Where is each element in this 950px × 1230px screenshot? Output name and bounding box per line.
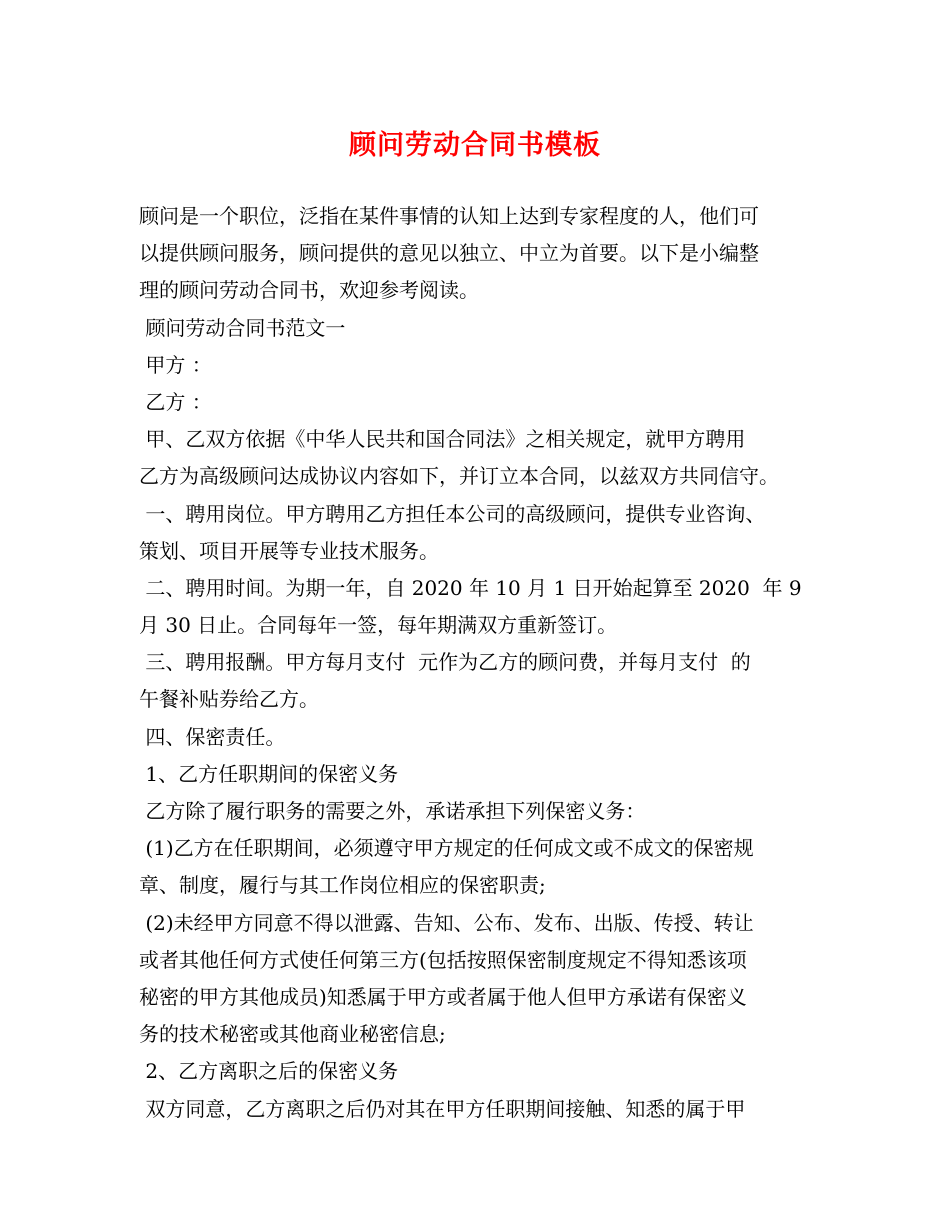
clause-line: 一、聘用岗位。甲方聘用乙方担任本公司的高级顾问，提供专业咨询、 bbox=[139, 501, 766, 526]
document-title: 顾问劳动合同书模板 bbox=[349, 130, 601, 161]
paragraph-line: 章、制度，履行与其工作岗位相应的保密职责; bbox=[139, 873, 546, 898]
paragraph-line: 以提供顾问服务，顾问提供的意见以独立、中立为首要。以下是小编整 bbox=[139, 241, 759, 266]
paragraph-line: 理的顾问劳动合同书，欢迎参考阅读。 bbox=[139, 278, 479, 303]
paragraph-line: 乙方为高级顾问达成协议内容如下，并订立本合同，以兹双方共同信守。 bbox=[139, 464, 779, 489]
clause-line: 月 30 日止。合同每年一签，每年期满双方重新签订。 bbox=[139, 613, 618, 638]
clause-line: 四、保密责任。 bbox=[139, 724, 286, 749]
paragraph-line: 甲、乙双方依据《中华人民共和国合同法》之相关规定，就甲方聘用 bbox=[139, 427, 746, 452]
clause-line: 午餐补贴券给乙方。 bbox=[139, 687, 319, 712]
subclause-line: 1、乙方任职期间的保密义务 bbox=[139, 761, 399, 786]
paragraph-line: (1)乙方在任职期间，必须遵守甲方规定的任何成文或不成文的保密规 bbox=[139, 836, 754, 861]
paragraph-line: (2)未经甲方同意不得以泄露、告知、公布、发布、出版、传授、转让 bbox=[139, 910, 754, 935]
paragraph-line: 秘密的甲方其他成员)知悉属于甲方或者属于他人但甲方承诺有保密义 bbox=[139, 984, 747, 1009]
paragraph-line: 乙方除了履行职务的需要之外，承诺承担下列保密义务： bbox=[139, 799, 646, 823]
paragraph-line: 务的技术秘密或其他商业秘密信息; bbox=[139, 1022, 446, 1047]
party-b-line: 乙方 ： bbox=[139, 389, 212, 414]
clause-line: 策划、项目开展等专业技术服务。 bbox=[139, 538, 439, 563]
paragraph-line: 或者其他任何方式使任何第三方(包括按照保密制度规定不得知悉该项 bbox=[139, 947, 747, 972]
section-heading: 顾问劳动合同书范文一 bbox=[139, 315, 346, 340]
party-a-line: 甲方 ： bbox=[139, 352, 212, 377]
paragraph-line: 顾问是一个职位，泛指在某件事情的认知上达到专家程度的人，他们可 bbox=[139, 204, 759, 228]
document-body bbox=[139, 198, 839, 1128]
clause-line: 三、聘用报酬。甲方每月支付 元作为乙方的顾问费，并每月支付 的 bbox=[139, 650, 751, 675]
paragraph-line: 双方同意，乙方离职之后仍对其在甲方任职期间接触、知悉的属于甲 bbox=[139, 1096, 746, 1121]
clause-line: 二、聘用时间。为期一年，自 2020 年 10 月 1 日开始起算至 2020 年 9 bbox=[139, 575, 802, 600]
subclause-line: 2、乙方离职之后的保密义务 bbox=[139, 1059, 399, 1084]
